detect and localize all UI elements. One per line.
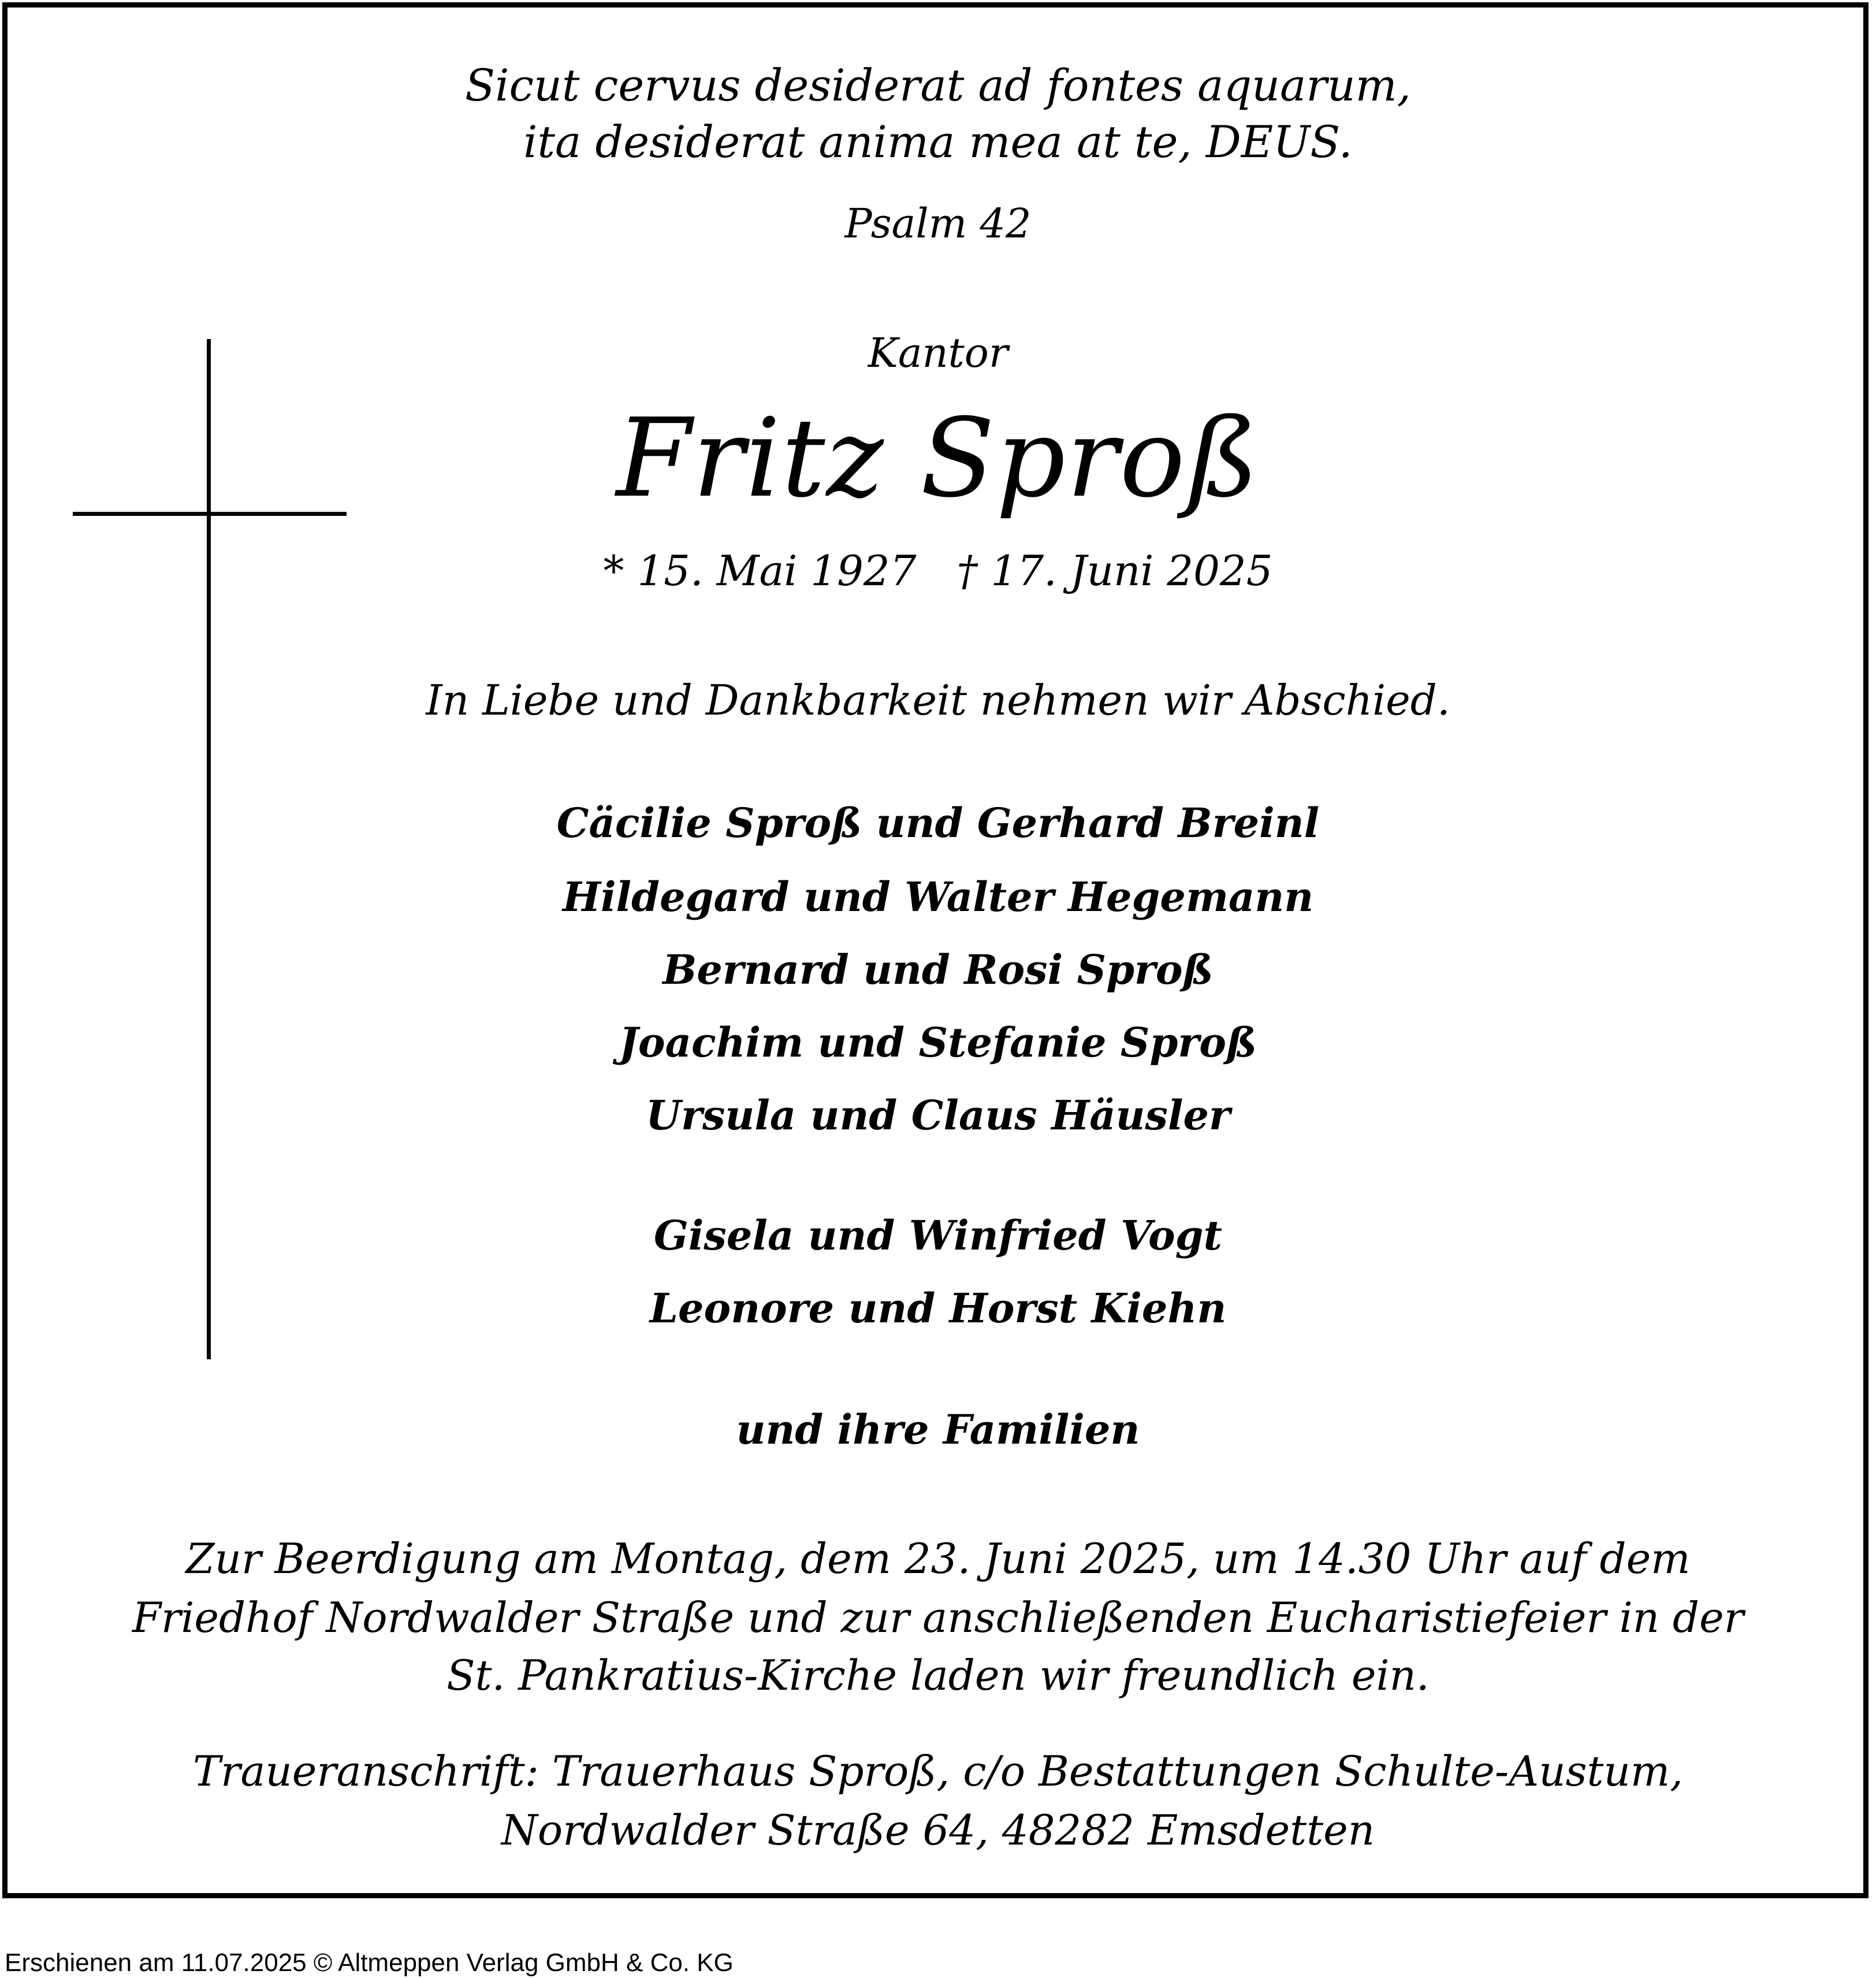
- deceased-name: Fritz Sproß: [616, 395, 1260, 522]
- death-date: † 17. Juni 2025: [956, 546, 1273, 595]
- mourner-name: Cäcilie Sproß und Gerhard Breinl: [556, 799, 1320, 847]
- mourner-name: Leonore und Horst Kiehn: [649, 1284, 1227, 1332]
- birth-date: * 15. Mai 1927: [603, 546, 917, 595]
- life-dates: [0, 546, 1876, 595]
- verse-line-1: Sicut cervus desiderat ad fontes aquarum,: [465, 60, 1411, 111]
- funeral-line-2: Friedhof Nordwalder Straße und zur anschließenden Eucharistiefeier in der: [132, 1593, 1744, 1642]
- address-line-1: Traueranschrift: Trauerhaus Sproß, c/o Bestattungen Schulte-Austum,: [193, 1747, 1683, 1795]
- deceased-title: Kantor: [868, 329, 1008, 377]
- address-line-2: Nordwalder Straße 64, 48282 Emsdetten: [501, 1806, 1375, 1854]
- mourner-name: Hildegard und Walter Hegemann: [562, 873, 1314, 921]
- verse-reference: Psalm 42: [844, 200, 1032, 247]
- funeral-line-3: St. Pankratius-Kirche laden wir freundlich ein.: [446, 1651, 1430, 1700]
- mourner-name: Bernard und Rosi Sproß: [662, 946, 1214, 994]
- mourner-name: Joachim und Stefanie Sproß: [619, 1018, 1257, 1066]
- mourner-name: Gisela und Winfried Vogt: [654, 1211, 1222, 1259]
- publication-footer: Erschienen am 11.07.2025 © Altmeppen Verlag GmbH & Co. KG: [5, 1949, 734, 1977]
- verse-line-2: ita desiderat anima mea at te, DEUS.: [523, 116, 1353, 168]
- funeral-line-1: Zur Beerdigung am Montag, dem 23. Juni 2025, um 14.30 Uhr auf dem: [185, 1534, 1691, 1583]
- farewell-text: In Liebe und Dankbarkeit nehmen wir Abschied.: [426, 676, 1450, 724]
- mourners-closing: und ihre Familien: [736, 1406, 1140, 1453]
- mourner-name: Ursula und Claus Häusler: [646, 1091, 1230, 1139]
